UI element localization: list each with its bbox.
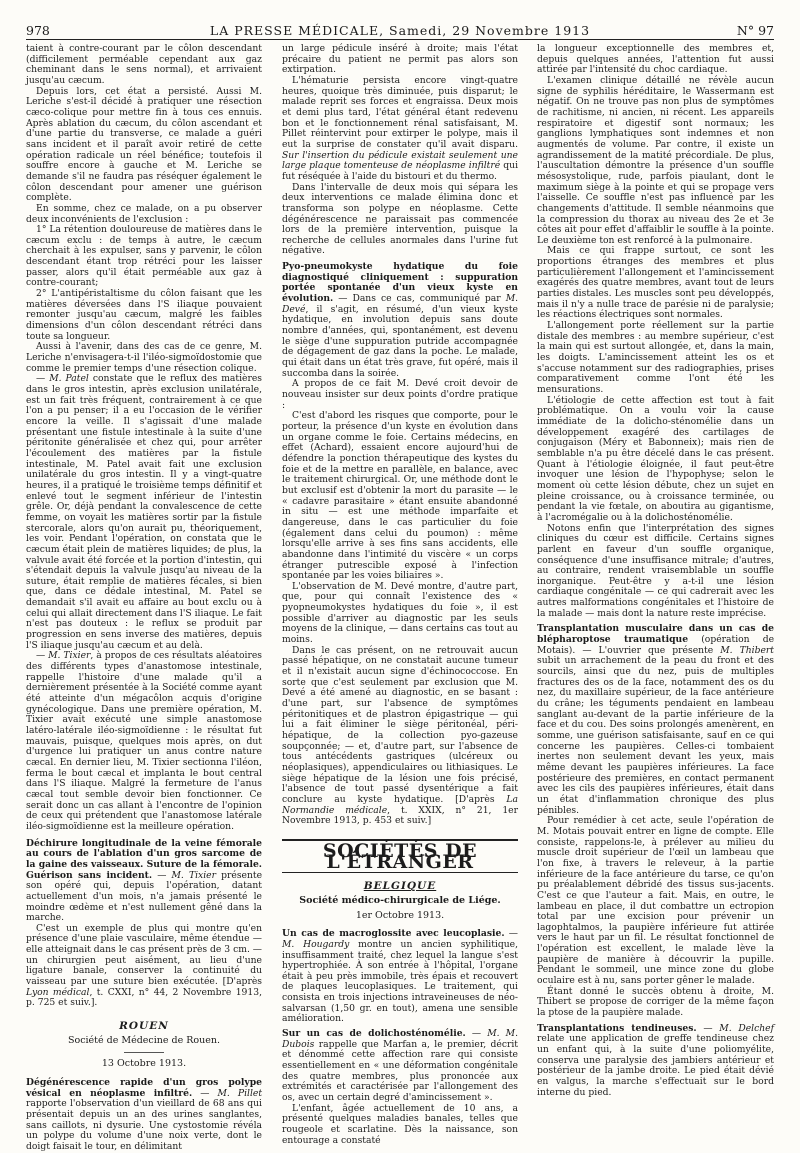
column-middle xyxy=(282,43,519,1146)
divider xyxy=(124,1052,164,1053)
society-name: Société de Médecine de Rouen. xyxy=(67,1034,221,1046)
paragraph: Pour remédier à cet acte, seule l'opération de M. Motais pouvait entrer en ligne de compte. Elle consiste, rappelons-le, à prélever au milieu du muscle droit supérieur de l'œil un lambeau que l'on fixe, à travers le releveur, à la partie inférieure de la face antérieure du tarse, ce qu'on pu préalablement débridé des tissus sus-jacents. C'est ce que l'auteur a fait. Mais, en outre, le lambeau en place, il dut combattre un ectropion total par une excision pour prévenir un lagophtalmos, la paupière inférieure fut attirée vers le haut par un fil. Le résultat fonctionnel de l'opération est excellent, le malade lève la paupière de manière à découvrir la pupille. Pendant le sommeil, une mince zone du globe oculaire est à nu, sans porter gêner le malade. xyxy=(537,815,774,987)
paragraph: Sur un cas de dolichosténomélie. — M. M. Dubois rappelle que Marfan a, le premier, décrit et dénommé cette affection rare qui consiste essentiellement en « une déformation congénitale des quatre membres, plus prononcée aux extrémités et caractérisée par l'allongement des os, avec un certain degré d'amincissement ». xyxy=(282,1028,518,1104)
page-header xyxy=(26,23,774,40)
section-heading: SOCIÉTÉS DE L'ÉTRANGER xyxy=(282,839,518,873)
paragraph: — M. Patel constate que le reflux des matières dans le gros intestin, après exclusion unilatérale, est un fait très fréquent, contrairement à ce que l'on a pu penser; il a eu l'occasion de le vérifier encore la veille. Il s'agissait d'une malade présentant une fistule intestinale à la suite d'une péritonite généralisée et chez qui, pour arrêter l'écoulement des matières par la fistule intestinale, M. Patel avait fait une exclusion unilatérale du gros intestin. Il y a vingt-quatre heures, il a pratiqué le troisième temps définitif et enlevé tout le segment inférieur de l'intestin grêle. Or, déjà pendant la convalescence de cette femme, on voyait les matières sortir par la fistule stercorale, alors qu'on aurait pu, théoriquement, les voir. Pendant l'opération, on constata que le cæcum était plein de matières liquides; de plus, la valvule avait été forcée et la portion d'intestin, qui s'étendait depuis la valvule jusqu'au niveau de la suture, était remplie de matières fécales, si bien que, dans ce dédale intestinal, M. Patel se demandait s'il avait eu affaire au bout exclu ou à celui qui allait directement dans l'S iliaque. Le fait n'est pas douteux : le reflux se produit par progression en sens inverse des matières, depuis l'S iliaque jusqu'au cæcum et au delà. xyxy=(26,373,263,651)
paragraph: Transplantation musculaire dans un cas de blépharoptose traumatique (opération de Motais). — L'ouvrier que présente M. Thibert subit un arrachement de la peau du front et des sourcils, ainsi que du nez, puis de multiples fractures des os de la face, notamment des os du nez, du maxillaire supérieur, de la face antérieure du crâne; les téguments pendaient en lambeau sanglant au-devant de la partie inférieure de la face et du cou. Des soins prolongés amenèrent, en somme, une guérison satisfaisante, sauf en ce qui concerne les paupières. Celles-ci tombaient inertes non seulement devant les yeux, mais même devant les paupières inférieures. La face postérieure des premières, en contact permanent avec les cils des paupières inférieures, était dans un état d'inflammation chronique des plus pénibles. xyxy=(537,623,775,816)
page-number: 978 xyxy=(26,23,50,38)
paragraph: Dégénérescence rapide d'un gros polype vésical en néoplasme infiltré. — M. Pillet rapporte l'observation d'un vieillard de 68 ans qui présentait depuis un an des urines sanglantes, sans caillots, ni dysurie. Une cystostomie révéla un polype du volume d'une noix verte, dont le doigt faisait le tour, en délimitant xyxy=(26,1077,263,1152)
journal-title: LA PRESSE MÉDICALE, Samedi, 29 Novembre 1913 xyxy=(209,23,591,38)
speaker-name: M. M. Dubois xyxy=(282,1028,518,1050)
communication-title: Sur un cas de dolichosténomélie. xyxy=(282,1028,466,1040)
paragraph: 1° La rétention douloureuse de matières dans le cæcum exclu : de temps à autre, le cæcum cherchait à les expulser, sans y parvenir, le côlon descendant étant trop rétréci pour les laisser passer, alors qu'il était perméable aux gaz à contre-courant; xyxy=(26,224,262,289)
paragraph: Pyo-pneumokyste hydatique du foie diagnostiqué cliniquement : suppuration portée spontanée d'un vieux kyste en évolution. — Dans ce cas, communiqué par M. Devé, il s'agit, en résumé, d'un vieux kyste hydatique, en involution depuis sans doute nombre d'années, qui, spontanément, est devenu le siège d'une suppuration putride accompagnée de dégagement de gaz dans la poche. Le malade, qui était dans un état très grave, fut opéré, mais il succomba dans la soirée. xyxy=(282,261,519,379)
paragraph: L'observation de M. Devé montre, d'autre part, que, pour qui connaît l'existence des « pyopneumokystes hydatiques du foie », il est possible d'arriver au diagnostic par les seuls moyens de la clinique, — dans certains cas tout au moins. xyxy=(282,580,519,646)
paragraph: Dans le cas présent, on ne retrouvait aucun passé hépatique, on ne constatait aucune tumeur et il n'existait aucun signe d'échinococcose. En sorte que c'est seulement par exclusion que M. Devé a été amené au diagnostic, en se basant : d'une part, sur l'absence de symptômes péritonitiques et de plastron épigastrique — qui lui a fait éliminer le siège péritonéal, péri-hépatique, de la collection pyo-gazeuse soupçonnée; — et, d'autre part, sur l'absence de tous antécédents gastriques (ulcéreux ou néoplasiques), appendiculaires ou lithiasiques. Le siège hépatique de la lésion une fois précisé, l'absence de tout passé dysentérique a fait conclure au kyste hydatique. [D'après La Normandie médicale, t. XXIX, n° 21, 1er Novembre 1913, p. 453 et suiv.] xyxy=(282,644,519,827)
paragraph: L'examen clinique détaillé ne révèle aucun signe de syphilis héréditaire, le Wassermann est négatif. On ne trouve pas non plus de symptômes de rachitisme, ni ancien, ni récent. Les appareils respiratoire et digestif sont normaux; les ganglions lymphatiques sont indemnes et non augmentés de volume. Par contre, il existe un agrandissement de la matité précordiale. De plus, l'auscultation démontre la présence d'un souffle mésosystolique, rude, parfois piaulant, dont le maximum siège à la pointe et qui se propage vers l'aisselle. Ce souffle n'est pas influencé par les changements d'attitude. Il semble néanmoins que la compression du thorax au niveau des 2e et 3e côtes ait pour effet d'affaiblir le souffle à la pointe. Le deuxième ton est renforcé à la pulmonaire. xyxy=(537,74,774,246)
paragraph: L'allongement porte réellement sur la partie distale des membres : au membre supérieur, c'est la main qui est surtout allongée, et, dans la main, les doigts. L'amincissement atteint les os et s'accuse notamment sur des radiographies, prises comparativement comme l'ont été les mensurations. xyxy=(537,320,774,395)
speaker-name: M. Hougardy xyxy=(282,938,350,950)
paragraph: C'est d'abord les risques que comporte, pour le porteur, la présence d'un kyste en évolution dans un organe comme le foie. Certains médecins, en effet (Achard), essaient encore aujourd'hui de défendre la ponction thérapeutique des kystes du foie et de la mettre en parallèle, en balance, avec le traitement chirurgical. Or, une méthode dont le but exclusif est d'obtenir la mort du parasite — le « cadavre parasitaire » étant ensuite abandonné in situ — est une méthode imparfaite et dangereuse, dans le cas particulier du foie (également dans celui du poumon) : même lorsqu'elle arrive à ses fins sans accidents, elle abandonne dans l'intimité du viscère « un corps étranger putrescible exposé à l'infection spontanée par les voies biliaires ». xyxy=(282,410,518,582)
speaker-name: M. Devé xyxy=(282,293,519,315)
society-date: 1er Octobre 1913. xyxy=(355,909,445,921)
column-right xyxy=(537,43,775,1098)
paragraph: taient à contre-courant par le côlon descendant (difficilement perméable cependant aux gaz cheminant dans le sens normal), et arrivaient jusqu'au cæcum. xyxy=(26,43,262,86)
paragraph: Depuis lors, cet état a persisté. Aussi M. Leriche s'est-il décidé à pratiquer une résection cæco-colique pour mettre fin à tous ces ennuis. Après ablation du cæcum, du côlon ascendant et d'une partie du transverse, ce malade a guéri sans incident et il paraît avoir retiré de cette opération radicale un réel bénéfice; toutefois il souffre encore à gauche et M. Leriche se demande s'il ne faudra pas réséquer également le côlon descendant pour amener une guérison complète. xyxy=(26,85,262,204)
paragraph: L'hématurie persista encore vingt-quatre heures, quoique très diminuée, puis disparut; le malade reprit ses forces et engraissa. Deux mois et demi plus tard, l'état général étant redevenu bon et le fonctionnement rénal satisfaisant, M. Pillet réintervint pour extirper le polype, mais il eut la surprise de constater qu'il avait disparu. Sur l'insertion du pédicule existait seulement une large plaque tomenteuse de néoplasme infiltré qui fut réséquée à l'aide du bistouri et du thermo. xyxy=(282,74,519,182)
paragraph: Dans l'intervalle de deux mois qui sépara les deux interventions ce malade élimina donc et transforma son polype en néoplasme. Cette dégénérescence ne paraissait pas commencée lors de la première intervention, puisque la recherche de cellules anormales dans l'urine fut négative. xyxy=(282,181,518,257)
communication-title: Un cas de macroglossite avec leucoplasie. xyxy=(282,928,505,940)
paragraph: la longueur exceptionnelle des membres et, depuis quelques années, l'attention fut aussi attirée par l'intensité du choc cardiaque. xyxy=(537,43,774,76)
communication-title: Déchirure longitudinale de la veine fémorale au cours de l'ablation d'un gros sarcome de la gaine des vaisseaux. Suture de la fémorale. Guérison sans incident. xyxy=(26,837,262,881)
speaker-name: M. Patel xyxy=(49,373,89,385)
emphasis: Sur l'insertion du pédicule existait seulement une large plaque tomenteuse de néoplasme infiltré xyxy=(282,149,518,172)
speaker-name: M. Thibert xyxy=(720,644,775,656)
society-date: 13 Octobre 1913. xyxy=(101,1058,187,1070)
society-name: Société médico-chirurgicale de Liége. xyxy=(299,894,501,906)
paragraph: Mais ce qui frappe surtout, ce sont les proportions étranges des membres et plus particulièrement l'allongement et l'amincissement exagérés des quatre membres, avant tout de leurs parties distales. Les muscles sont peu développés, mais il n'y a nulle trace de parésie ni de paralysie; les réactions électriques sont normales. xyxy=(537,245,774,321)
communication-title: Transplantations tendineuses. xyxy=(537,1022,697,1034)
paragraph: Transplantations tendineuses. — M. Delchef relate une application de greffe tendineuse chez un enfant qui, à la suite d'une poliomyélite, conserva une paralysie des jambiers antérieur et postérieur de la jambe droite. Le pied était dévié en valgus, la marche s'effectuait sur le bord interne du pied. xyxy=(537,1022,775,1098)
communication-title: Transplantation musculaire dans un cas de blépharoptose traumatique xyxy=(537,623,774,646)
speaker-name: M. Tixier xyxy=(171,869,216,881)
source-title: Lyon médical xyxy=(26,986,90,998)
paragraph: Aussi à l'avenir, dans des cas de ce genre, M. Leriche n'envisagera-t-il l'iléo-sigmoïdostomie que comme le premier temps d'une résection colique. xyxy=(26,341,262,374)
paragraph: Déchirure longitudinale de la veine fémorale au cours de l'ablation d'un gros sarcome de la gaine des vaisseaux. Suture de la fémorale. Guérison sans incident. — M. Tixier présente son opéré qui, depuis l'opération, datant actuellement d'un mois, n'a jamais présenté le moindre œdème et n'est nullement gêné dans la marche. xyxy=(26,837,263,924)
paragraph: 2° L'antipéristaltisme du côlon faisant que les matières déversées dans l'S iliaque pouvaient remonter jusqu'au cæcum, malgré les faibles dimensions d'un côlon descendant rétréci dans toute sa longueur. xyxy=(26,288,262,342)
paragraph: — M. Tixier, à propos de ces résultats aléatoires des différents types d'anastomose intestinale, rappelle l'histoire d'une malade qu'il a dernièrement présentée à la Société comme ayant été atteinte d'un mégacôlon acquis d'origine gynécologique. Dans une première opération, M. Tixier avait exécuté une simple anastomose latéro-latérale iléo-sigmoïdienne : le résultat fut mauvais, puisque, quelques mois après, on dut d'urgence lui pratiquer un anus contre nature cæcal. En dernier lieu, M. Tixier sectionna l'iléon, ferma le bout cæcal et implanta le bout central dans l'S iliaque. Malgré la fermeture de l'anus cæcal tout semble devoir bien fonctionner. Ce serait donc un cas allant à l'encontre de l'opinion de ceux qui prétendent que l'anastomose latérale iléo-sigmoïdienne est la meilleure opération. xyxy=(26,650,263,832)
paragraph: L'enfant, âgée actuellement de 10 ans, a présenté quelques maladies banales, telles que rougeole et scarlatine. Dès la naissance, son entourage a constaté xyxy=(282,1102,518,1146)
paragraph: Notons enfin que l'interprétation des signes cliniques du cœur est difficile. Certains signes parlent en faveur d'un souffle organique, conséquence d'une insuffisance mitrale; d'autres, au contraire, rendent vraisemblable un souffle inorganique. Peut-être y a-t-il une lésion cardiaque congénitale — ce qui cadrerait avec les autres malformations congénitales et l'histoire de la malade — mais dont la nature reste imprécise. xyxy=(537,522,774,619)
paragraph: A propos de ce fait M. Devé croit devoir de nouveau insister sur deux points d'ordre pratique : xyxy=(282,378,518,411)
paragraph: Un cas de macroglossite avec leucoplasie. — M. Hougardy montre un ancien syphilitique, insuffisamment traité, chez lequel la langue s'est hypertrophiée. À son entrée à l'hôpital, l'organe était à peu près immobile, très épais et recouvert de plaques leucoplasiques. Le traitement, qui consista en trois injections intraveineuses de néo-salvarsan (1,50 gr. en tout), amena une sensible amélioration. xyxy=(282,928,518,1025)
society-city: ROUEN xyxy=(119,1020,169,1033)
issue-number: N° 97 xyxy=(736,23,774,38)
column-left xyxy=(26,43,263,1152)
paragraph: un large pédicule inséré à droite; mais l'état précaire du patient ne permit pas alors son extirpation. xyxy=(282,43,518,76)
speaker-name: M. Pillet xyxy=(217,1087,263,1099)
paragraph: C'est un exemple de plus qui montre qu'en présence d'une plaie vasculaire, même étendue — elle atteignait dans le cas présent près de 3 cm. — un chirurgien peut aisément, au lieu d'une ligature banale, conserver la continuité du vaisseau par une suture bien exécutée. [D'après Lyon médical, t. CXXI, n° 44, 2 Novembre 1913, p. 725 et suiv.]. xyxy=(26,922,263,1009)
communication-title: Pyo-pneumokyste hydatique du foie diagnostiqué cliniquement : suppuration portée spontanée d'un vieux kyste en évolution. xyxy=(282,261,518,305)
country-name: BELGIQUE xyxy=(363,880,437,893)
paragraph: En somme, chez ce malade, on a pu observer deux inconvénients de l'exclusion : xyxy=(26,202,262,225)
communication-title: Dégénérescence rapide d'un gros polype vésical en néoplasme infiltré. xyxy=(26,1077,262,1099)
paragraph: L'étiologie de cette affection est tout à fait problématique. On a voulu voir la cause immédiate de la dolicho-sténomélie dans un développement exagéré des cartilages de conjugaison (Méry et Babonneix); mais rien de semblable n'a pu être décelé dans le cas présent. Quant à l'étiologie éloignée, il faut peut-être invoquer une lésion de l'hypophyse; selon le moment où cette lésion débute, chez un sujet en pleine croissance, ou à croissance terminée, ou pendant la vie fœtale, on aboutira au gigantisme, à l'acromégalie ou à la dolichosténomélie. xyxy=(537,394,774,523)
source-title: La Normandie médicale xyxy=(282,793,519,816)
speaker-name: M. Tixier xyxy=(48,650,91,662)
speaker-name: M. Delchef xyxy=(719,1022,775,1034)
paragraph: Étant donné le succès obtenu à droite, M. Thibert se propose de corriger de la même façon la ptose de la paupière malade. xyxy=(537,985,774,1019)
